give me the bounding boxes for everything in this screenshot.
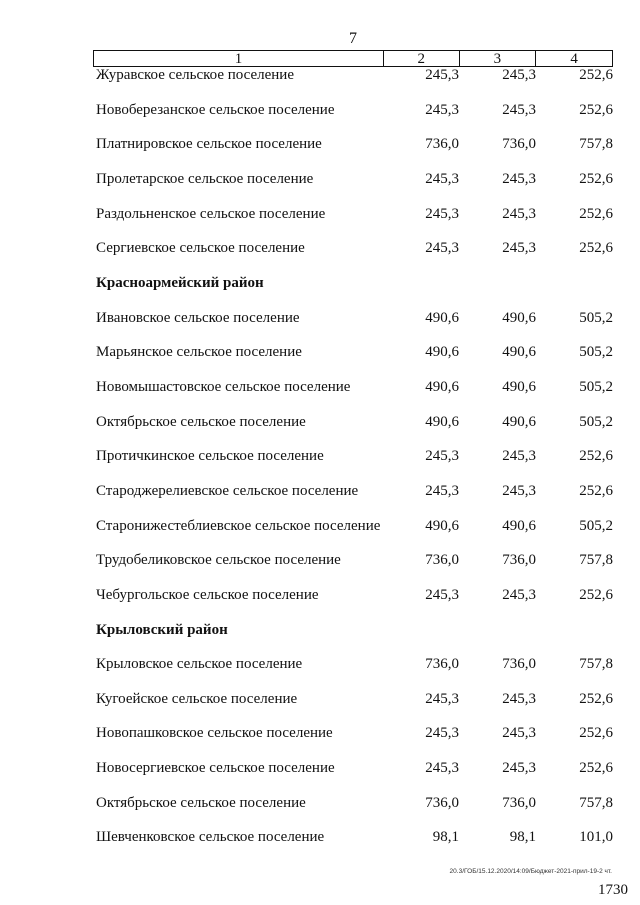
- value-c2: 245,3: [425, 760, 459, 777]
- settlement-name: Платнировское сельское поселение: [96, 136, 322, 153]
- district-heading-row: [0, 622, 640, 657]
- value-c2: 490,6: [425, 344, 459, 361]
- value-c2: 245,3: [425, 586, 459, 603]
- value-c2: 245,3: [425, 482, 459, 499]
- table-header: [93, 50, 613, 67]
- value-c4: 252,6: [579, 690, 613, 707]
- table-row: [0, 379, 640, 414]
- settlement-name: Староджерелиевское сельское поселение: [96, 482, 359, 499]
- value-c4: 757,8: [579, 656, 613, 673]
- value-c3: 245,3: [502, 448, 536, 465]
- value-c4: 505,2: [579, 344, 613, 361]
- value-c4: 757,8: [579, 794, 613, 811]
- value-c4: 101,0: [579, 829, 613, 846]
- value-c3: 490,6: [502, 344, 536, 361]
- table-row: [0, 483, 640, 518]
- table-row: [0, 656, 640, 691]
- table-body: [0, 67, 640, 864]
- table-row: [0, 829, 640, 864]
- table-row: [0, 518, 640, 553]
- table-row: [0, 344, 640, 379]
- value-c4: 252,6: [579, 170, 613, 187]
- page-number: 7: [349, 30, 357, 47]
- settlement-name: Старонижестеблиевское сельское поселение: [96, 517, 381, 534]
- table-row: [0, 67, 640, 102]
- settlement-name: Чебургольское сельское поселение: [96, 586, 319, 603]
- value-c3: 245,3: [502, 205, 536, 222]
- sheet-number: 1730: [598, 882, 628, 898]
- header-cell-3: 3: [460, 51, 537, 66]
- settlement-name: Марьянское сельское поселение: [96, 344, 302, 361]
- header-cell-1: 1: [94, 51, 384, 66]
- value-c3: 490,6: [502, 309, 536, 326]
- table-row: [0, 240, 640, 275]
- value-c3: 245,3: [502, 101, 536, 118]
- value-c2: 245,3: [425, 101, 459, 118]
- value-c3: 245,3: [502, 240, 536, 257]
- document-code: 20.3/ГОБ/15.12.2020/14:09/Бюджет-2021-прил-19-2 чт.: [449, 868, 612, 875]
- settlement-name: Крыловское сельское поселение: [96, 656, 303, 673]
- value-c2: 245,3: [425, 170, 459, 187]
- table-row: [0, 448, 640, 483]
- settlement-name: Журавское сельское поселение: [96, 67, 294, 83]
- value-c2: 490,6: [425, 378, 459, 395]
- value-c3: 490,6: [502, 378, 536, 395]
- value-c2: 245,3: [425, 448, 459, 465]
- settlement-name: Новопашковское сельское поселение: [96, 725, 333, 742]
- value-c3: 245,3: [502, 170, 536, 187]
- settlement-name: Кугоейское сельское поселение: [96, 690, 298, 707]
- value-c2: 245,3: [425, 240, 459, 257]
- value-c4: 505,2: [579, 413, 613, 430]
- value-c3: 736,0: [502, 552, 536, 569]
- table-row: [0, 760, 640, 795]
- value-c3: 490,6: [502, 517, 536, 534]
- value-c4: 252,6: [579, 67, 613, 83]
- value-c2: 490,6: [425, 309, 459, 326]
- table-row: [0, 691, 640, 726]
- settlement-name: Ивановское сельское поселение: [96, 309, 300, 326]
- value-c3: 98,1: [509, 829, 536, 846]
- value-c2: 245,3: [425, 725, 459, 742]
- value-c4: 505,2: [579, 517, 613, 534]
- value-c4: 252,6: [579, 205, 613, 222]
- value-c2: 490,6: [425, 517, 459, 534]
- value-c3: 245,3: [502, 67, 536, 83]
- table-row: [0, 725, 640, 760]
- value-c2: 736,0: [425, 656, 459, 673]
- value-c3: 245,3: [502, 725, 536, 742]
- settlement-name: Новосергиевское сельское поселение: [96, 760, 335, 777]
- value-c3: 245,3: [502, 690, 536, 707]
- table-row: [0, 414, 640, 449]
- settlement-name: Октябрьское сельское поселение: [96, 413, 306, 430]
- settlement-name: Пролетарское сельское поселение: [96, 170, 314, 187]
- table-row: [0, 310, 640, 345]
- value-c4: 505,2: [579, 378, 613, 395]
- value-c3: 245,3: [502, 586, 536, 603]
- value-c4: 252,6: [579, 482, 613, 499]
- value-c2: 245,3: [425, 67, 459, 83]
- value-c4: 757,8: [579, 136, 613, 153]
- header-cell-4: 4: [570, 51, 578, 67]
- settlement-name: Протичкинское сельское поселение: [96, 448, 324, 465]
- district-heading-row: [0, 275, 640, 310]
- district-name: Крыловский район: [96, 621, 228, 638]
- value-c4: 505,2: [579, 309, 613, 326]
- table-row: [0, 206, 640, 241]
- district-name: Красноармейский район: [96, 274, 264, 291]
- settlement-name: Новомышастовское сельское поселение: [96, 378, 351, 395]
- value-c4: 252,6: [579, 448, 613, 465]
- value-c3: 245,3: [502, 760, 536, 777]
- settlement-name: Сергиевское сельское поселение: [96, 240, 305, 257]
- value-c2: 736,0: [425, 794, 459, 811]
- value-c4: 252,6: [579, 725, 613, 742]
- table-row: [0, 795, 640, 830]
- value-c4: 252,6: [579, 101, 613, 118]
- value-c4: 252,6: [579, 586, 613, 603]
- value-c3: 490,6: [502, 413, 536, 430]
- value-c2: 736,0: [425, 136, 459, 153]
- table-row: [0, 552, 640, 587]
- value-c2: 245,3: [425, 690, 459, 707]
- header-cell-2: 2: [384, 51, 460, 66]
- settlement-name: Шевченковское сельское поселение: [96, 829, 325, 846]
- value-c4: 757,8: [579, 552, 613, 569]
- value-c4: 252,6: [579, 240, 613, 257]
- settlement-name: Новоберезанское сельское поселение: [96, 101, 335, 118]
- table-row: [0, 102, 640, 137]
- value-c2: 245,3: [425, 205, 459, 222]
- table-row: [0, 587, 640, 622]
- settlement-name: Трудобеликовское сельское поселение: [96, 552, 341, 569]
- value-c2: 98,1: [432, 829, 459, 846]
- value-c2: 490,6: [425, 413, 459, 430]
- value-c3: 736,0: [502, 656, 536, 673]
- value-c3: 736,0: [502, 136, 536, 153]
- value-c4: 252,6: [579, 760, 613, 777]
- settlement-name: Октябрьское сельское поселение: [96, 794, 306, 811]
- value-c3: 736,0: [502, 794, 536, 811]
- settlement-name: Раздольненское сельское поселение: [96, 205, 326, 222]
- table-row: [0, 136, 640, 171]
- value-c3: 245,3: [502, 482, 536, 499]
- table-row: [0, 171, 640, 206]
- value-c2: 736,0: [425, 552, 459, 569]
